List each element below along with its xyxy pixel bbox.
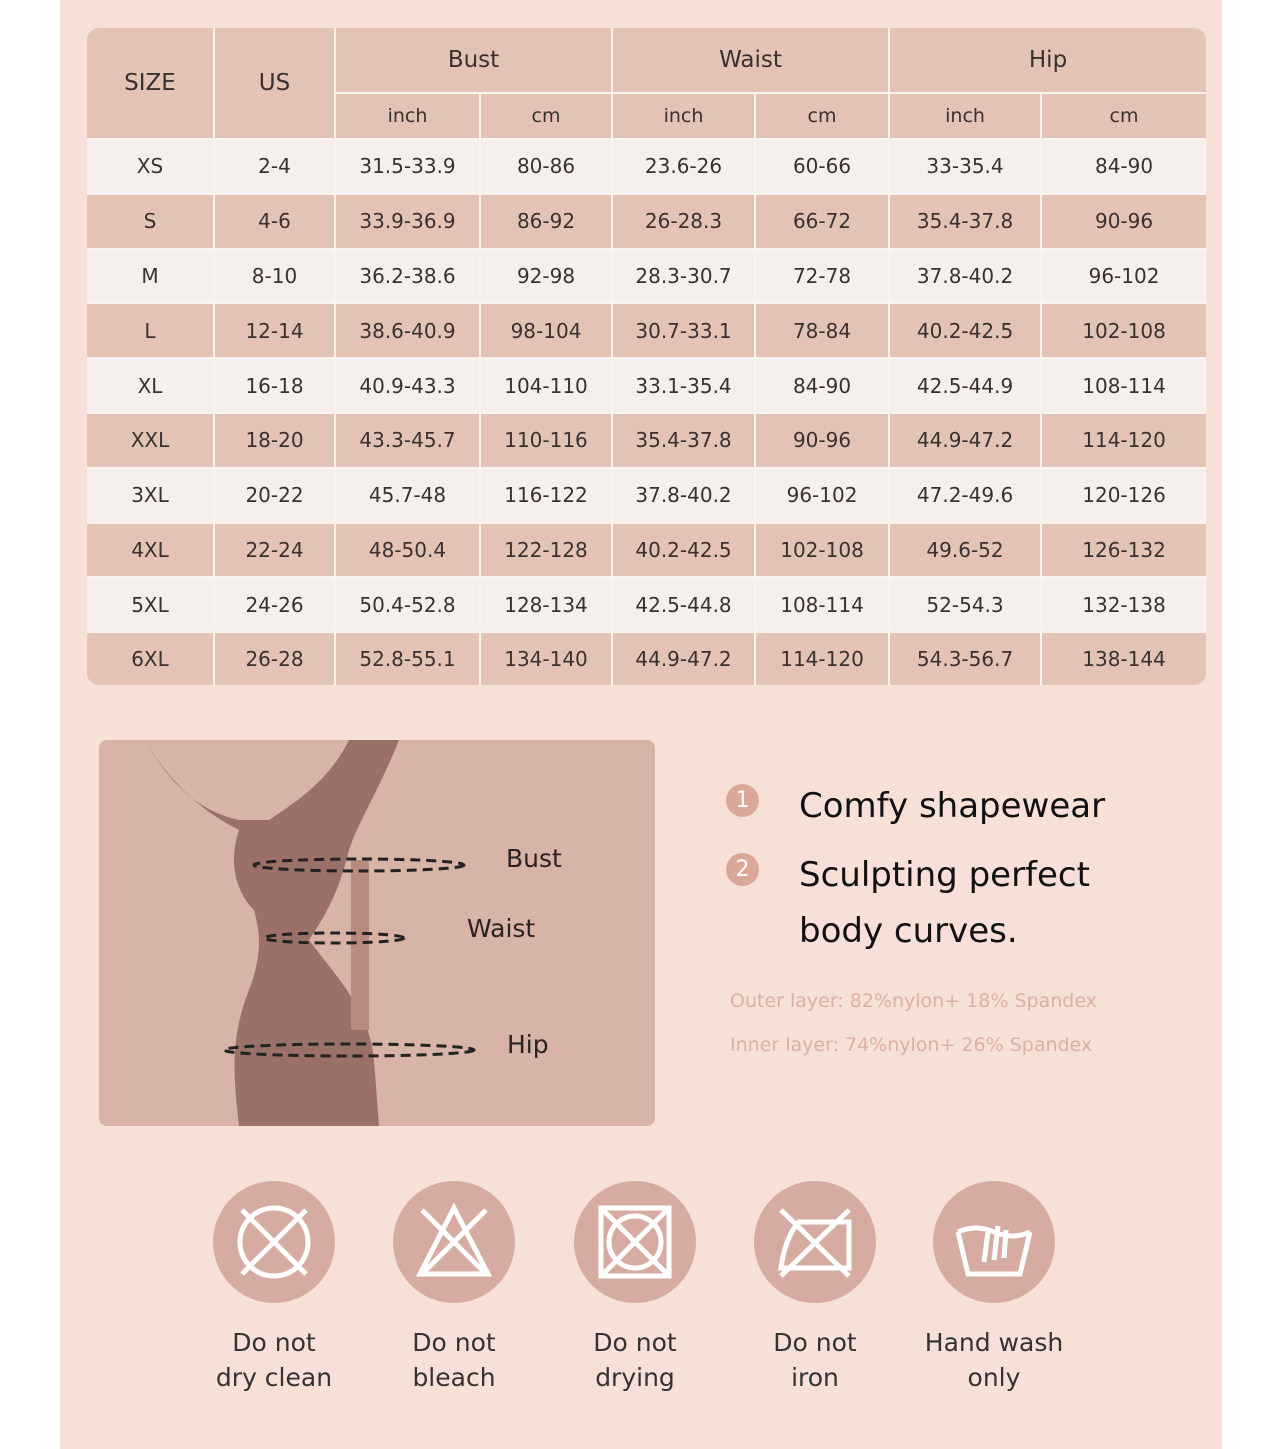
table-cell: 72-78 bbox=[755, 249, 889, 304]
header-inch: inch bbox=[612, 93, 755, 139]
table-cell: 33.1-35.4 bbox=[612, 358, 755, 413]
table-cell: L bbox=[87, 303, 214, 358]
table-row bbox=[87, 577, 1206, 632]
header-inch: inch bbox=[335, 93, 480, 139]
table-cell: 134-140 bbox=[480, 632, 612, 685]
table-cell: 52.8-55.1 bbox=[335, 632, 480, 685]
table-cell: 108-114 bbox=[1041, 358, 1206, 413]
table-cell: 6XL bbox=[87, 632, 214, 685]
table-cell: 114-120 bbox=[1041, 413, 1206, 468]
table-cell: 4-6 bbox=[214, 194, 335, 249]
table-cell: 5XL bbox=[87, 577, 214, 632]
feature-2 bbox=[726, 847, 1129, 959]
table-row bbox=[87, 303, 1206, 358]
care-label-line1: Do not bbox=[412, 1328, 496, 1357]
table-cell: 84-90 bbox=[1041, 139, 1206, 194]
table-cell: 138-144 bbox=[1041, 632, 1206, 685]
table-cell: XL bbox=[87, 358, 214, 413]
table-cell: 40.2-42.5 bbox=[612, 523, 755, 578]
care-label-line1: Hand wash bbox=[924, 1328, 1064, 1357]
care-instruction bbox=[725, 1181, 905, 1395]
table-cell: 104-110 bbox=[480, 358, 612, 413]
header-bust: Bust bbox=[335, 28, 612, 93]
table-cell: 28.3-30.7 bbox=[612, 249, 755, 304]
inner-layer-material: Inner layer: 74%nylon+ 26% Spandex bbox=[730, 1034, 1093, 1056]
table-cell: 132-138 bbox=[1041, 577, 1206, 632]
waist-label: Waist bbox=[467, 914, 536, 943]
care-label bbox=[184, 1325, 364, 1395]
care-label bbox=[545, 1325, 725, 1395]
table-cell: 44.9-47.2 bbox=[889, 413, 1041, 468]
care-label-line2: drying bbox=[595, 1363, 675, 1392]
table-cell: 90-96 bbox=[1041, 194, 1206, 249]
table-cell: 20-22 bbox=[214, 468, 335, 523]
table-cell: 35.4-37.8 bbox=[889, 194, 1041, 249]
feature-1 bbox=[726, 778, 1105, 834]
table-cell: XXL bbox=[87, 413, 214, 468]
table-row bbox=[87, 523, 1206, 578]
table-cell: 18-20 bbox=[214, 413, 335, 468]
table-row bbox=[87, 249, 1206, 304]
table-cell: M bbox=[87, 249, 214, 304]
care-instruction bbox=[184, 1181, 364, 1395]
care-label bbox=[364, 1325, 544, 1395]
table-cell: 98-104 bbox=[480, 303, 612, 358]
table-cell: 33-35.4 bbox=[889, 139, 1041, 194]
table-cell: 45.7-48 bbox=[335, 468, 480, 523]
table-cell: 96-102 bbox=[1041, 249, 1206, 304]
table-cell: 8-10 bbox=[214, 249, 335, 304]
header-us: US bbox=[214, 28, 335, 139]
header-cm: cm bbox=[480, 93, 612, 139]
table-cell: 80-86 bbox=[480, 139, 612, 194]
table-cell: 43.3-45.7 bbox=[335, 413, 480, 468]
table-cell: 12-14 bbox=[214, 303, 335, 358]
table-cell: 120-126 bbox=[1041, 468, 1206, 523]
table-cell: 36.2-38.6 bbox=[335, 249, 480, 304]
care-label-line1: Do not bbox=[593, 1328, 677, 1357]
table-cell: 66-72 bbox=[755, 194, 889, 249]
table-cell: 92-98 bbox=[480, 249, 612, 304]
table-cell: 30.7-33.1 bbox=[612, 303, 755, 358]
table-cell: 47.2-49.6 bbox=[889, 468, 1041, 523]
table-cell: 22-24 bbox=[214, 523, 335, 578]
table-cell: 52-54.3 bbox=[889, 577, 1041, 632]
care-label-line2: only bbox=[967, 1363, 1021, 1392]
header-inch: inch bbox=[889, 93, 1041, 139]
table-cell: 96-102 bbox=[755, 468, 889, 523]
table-cell: 37.8-40.2 bbox=[889, 249, 1041, 304]
care-label-line1: Do not bbox=[232, 1328, 316, 1357]
table-cell: 108-114 bbox=[755, 577, 889, 632]
table-cell: 102-108 bbox=[1041, 303, 1206, 358]
outer-layer-material: Outer layer: 82%nylon+ 18% Spandex bbox=[730, 990, 1097, 1012]
table-cell: 86-92 bbox=[480, 194, 612, 249]
table-cell: 48-50.4 bbox=[335, 523, 480, 578]
table-cell: S bbox=[87, 194, 214, 249]
table-row bbox=[87, 468, 1206, 523]
no-dry-clean-icon bbox=[213, 1181, 335, 1303]
no-bleach-icon bbox=[393, 1181, 515, 1303]
table-cell: 2-4 bbox=[214, 139, 335, 194]
table-cell: 54.3-56.7 bbox=[889, 632, 1041, 685]
table-cell: 4XL bbox=[87, 523, 214, 578]
header-size: SIZE bbox=[87, 28, 214, 139]
table-cell: 38.6-40.9 bbox=[335, 303, 480, 358]
table-cell: 42.5-44.8 bbox=[612, 577, 755, 632]
header-cm: cm bbox=[755, 93, 889, 139]
product-model-image bbox=[99, 740, 655, 1126]
number-badge: 1 bbox=[726, 784, 759, 817]
size-chart bbox=[87, 28, 1206, 685]
table-cell: XS bbox=[87, 139, 214, 194]
table-cell: 26-28 bbox=[214, 632, 335, 685]
feature-text: Comfy shapewear bbox=[799, 786, 1106, 826]
no-iron-icon bbox=[754, 1181, 876, 1303]
number-badge: 2 bbox=[726, 853, 759, 886]
table-cell: 23.6-26 bbox=[612, 139, 755, 194]
care-instruction bbox=[545, 1181, 725, 1395]
table-cell: 16-18 bbox=[214, 358, 335, 413]
care-label-line2: iron bbox=[791, 1363, 839, 1392]
table-cell: 84-90 bbox=[755, 358, 889, 413]
table-cell: 35.4-37.8 bbox=[612, 413, 755, 468]
table-cell: 116-122 bbox=[480, 468, 612, 523]
table-cell: 128-134 bbox=[480, 577, 612, 632]
table-row bbox=[87, 632, 1206, 685]
table-cell: 3XL bbox=[87, 468, 214, 523]
table-cell: 49.6-52 bbox=[889, 523, 1041, 578]
care-instruction bbox=[904, 1181, 1084, 1395]
hand-wash-icon bbox=[933, 1181, 1055, 1303]
table-cell: 78-84 bbox=[755, 303, 889, 358]
shapewear-figure-illustration bbox=[99, 740, 655, 1126]
table-cell: 102-108 bbox=[755, 523, 889, 578]
table-cell: 40.2-42.5 bbox=[889, 303, 1041, 358]
table-cell: 24-26 bbox=[214, 577, 335, 632]
care-instruction bbox=[364, 1181, 544, 1395]
table-row bbox=[87, 194, 1206, 249]
header-waist: Waist bbox=[612, 28, 889, 93]
table-cell: 110-116 bbox=[480, 413, 612, 468]
care-label-line1: Do not bbox=[773, 1328, 857, 1357]
table-cell: 90-96 bbox=[755, 413, 889, 468]
table-cell: 114-120 bbox=[755, 632, 889, 685]
care-label-line2: dry clean bbox=[215, 1363, 333, 1392]
care-label bbox=[904, 1325, 1084, 1395]
table-row bbox=[87, 358, 1206, 413]
table-cell: 44.9-47.2 bbox=[612, 632, 755, 685]
header-hip: Hip bbox=[889, 28, 1206, 93]
table-cell: 50.4-52.8 bbox=[335, 577, 480, 632]
table-cell: 33.9-36.9 bbox=[335, 194, 480, 249]
table-cell: 26-28.3 bbox=[612, 194, 755, 249]
table-cell: 126-132 bbox=[1041, 523, 1206, 578]
table-cell: 37.8-40.2 bbox=[612, 468, 755, 523]
header-cm: cm bbox=[1041, 93, 1206, 139]
table-cell: 31.5-33.9 bbox=[335, 139, 480, 194]
table-row bbox=[87, 139, 1206, 194]
bust-label: Bust bbox=[506, 844, 562, 873]
table-row bbox=[87, 413, 1206, 468]
care-label-line2: bleach bbox=[412, 1363, 496, 1392]
table-cell: 122-128 bbox=[480, 523, 612, 578]
care-label bbox=[725, 1325, 905, 1395]
feature-text: Sculpting perfect body curves. bbox=[799, 855, 1090, 951]
table-cell: 40.9-43.3 bbox=[335, 358, 480, 413]
no-tumble-dry-icon bbox=[574, 1181, 696, 1303]
table-cell: 42.5-44.9 bbox=[889, 358, 1041, 413]
table-cell: 60-66 bbox=[755, 139, 889, 194]
hip-label: Hip bbox=[507, 1030, 549, 1059]
